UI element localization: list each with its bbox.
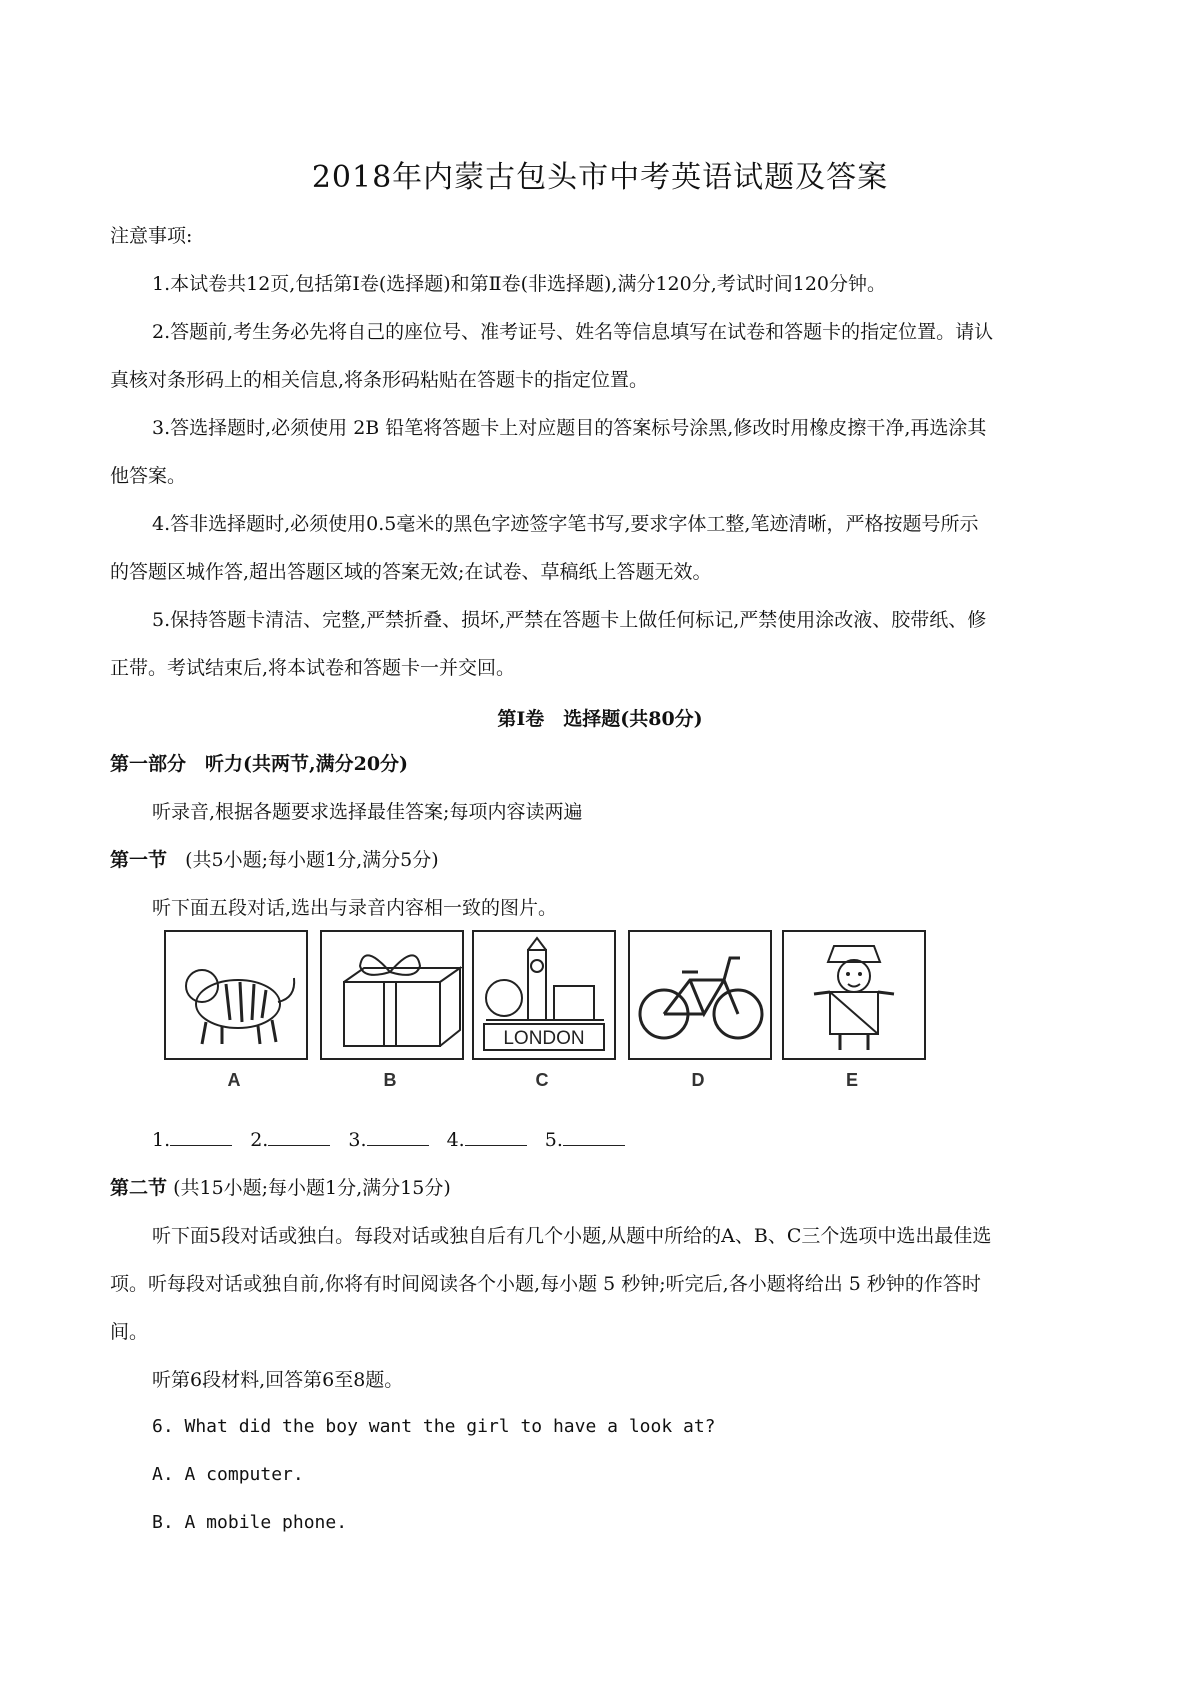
blank-5-number: 5. (544, 1129, 563, 1151)
picture-label-a: A (227, 1070, 241, 1090)
material-6-instruction: 听第6段材料,回答第6至8题。 (152, 1369, 404, 1391)
section2-heading (110, 1176, 451, 1200)
picture-options (150, 922, 980, 1100)
gift-box-icon (320, 930, 464, 1060)
notice-item-1: 1.本试卷共12页,包括第Ⅰ卷(选择题)和第Ⅱ卷(非选择题),满分120分,考试时间120分钟。 (152, 273, 887, 295)
section2-instruction-line1: 听下面5段对话或独白。每段对话或独自后有几个小题,从题中所给的A、B、C三个选项中选出最佳选 (152, 1225, 992, 1247)
blank-1-number: 1. (152, 1129, 171, 1151)
blank-3-number: 3. (348, 1129, 367, 1151)
london-icon (472, 930, 616, 1060)
question-6-option-a: A. A computer. (152, 1464, 304, 1485)
question-6: 6. What did the boy want the girl to have a look at? (152, 1416, 716, 1437)
blank-1-line[interactable] (170, 1129, 232, 1146)
blank-5-line[interactable] (563, 1129, 625, 1146)
section2-label: 第二节 (110, 1177, 168, 1199)
notice-heading: 注意事项: (110, 225, 193, 247)
blank-2-line[interactable] (268, 1129, 330, 1146)
notice-item-2-line1: 2.答题前,考生务必先将自己的座位号、准考证号、姓名等信息填写在试卷和答题卡的指定位置。请认 (152, 321, 994, 343)
blank-3-line[interactable] (367, 1129, 429, 1146)
answer-blanks (152, 1128, 637, 1152)
page-title: 2018年内蒙古包头市中考英语试题及答案 (311, 160, 889, 195)
notice-item-2-line2: 真核对条形码上的相关信息,将条形码粘贴在答题卡的指定位置。 (110, 369, 649, 391)
picture-label-b: B (383, 1070, 397, 1090)
picture-label-d: D (691, 1070, 705, 1090)
picture-label-e: E (845, 1070, 858, 1090)
section2-instruction-line2: 项。听每段对话或独自前,你将有时间阅读各个小题,每小题 5 秒钟;听完后,各小题将给出 5 秒钟的作答时 (110, 1273, 981, 1295)
notice-item-3-line2: 他答案。 (110, 465, 187, 487)
section1-label: 第一节 (110, 849, 168, 871)
tiger-icon (164, 930, 308, 1060)
blank-4-line[interactable] (465, 1129, 527, 1146)
picture-label-c: C (535, 1070, 549, 1090)
section1-heading (110, 848, 439, 872)
part1-heading: 第一部分 听力(共两节,满分20分) (110, 753, 409, 775)
volume1-heading: 第Ⅰ卷 选择题(共80分) (497, 708, 703, 730)
bicycle-icon (628, 930, 772, 1060)
notice-item-4-line2: 的答题区城作答,超出答题区域的答案无效;在试卷、草稿纸上答题无效。 (110, 561, 712, 583)
part1-instruction: 听录音,根据各题要求选择最佳答案;每项内容读两遍 (152, 801, 583, 823)
blank-2-number: 2. (250, 1129, 269, 1151)
notice-item-5-line2: 正带。考试结束后,将本试卷和答题卡一并交回。 (110, 657, 516, 679)
soldier-icon (782, 930, 926, 1060)
london-caption: LONDON (503, 1028, 585, 1049)
notice-item-4-line1: 4.答非选择题时,必须使用0.5毫米的黑色字迹签字笔书写,要求字体工整,笔迹清晰，严格按题号所示 (152, 513, 979, 535)
section2-info: (共15小题;每小题1分,满分15分) (173, 1177, 451, 1199)
section2-instruction-line3: 间。 (110, 1321, 149, 1343)
notice-item-3-line1: 3.答选择题时,必须使用 2B 铅笔将答题卡上对应题目的答案标号涂黑,修改时用橡皮擦干净,再选涂其 (152, 417, 987, 439)
section1-instruction: 听下面五段对话,选出与录音内容相一致的图片。 (152, 897, 558, 919)
notice-item-5-line1: 5.保持答题卡清洁、完整,严禁折叠、损坏,严禁在答题卡上做任何标记,严禁使用涂改液、胶带纸、修 (152, 609, 987, 631)
section1-info: (共5小题;每小题1分,满分5分) (185, 849, 439, 871)
question-6-option-b: B. A mobile phone. (152, 1512, 348, 1533)
blank-4-number: 4. (446, 1129, 465, 1151)
